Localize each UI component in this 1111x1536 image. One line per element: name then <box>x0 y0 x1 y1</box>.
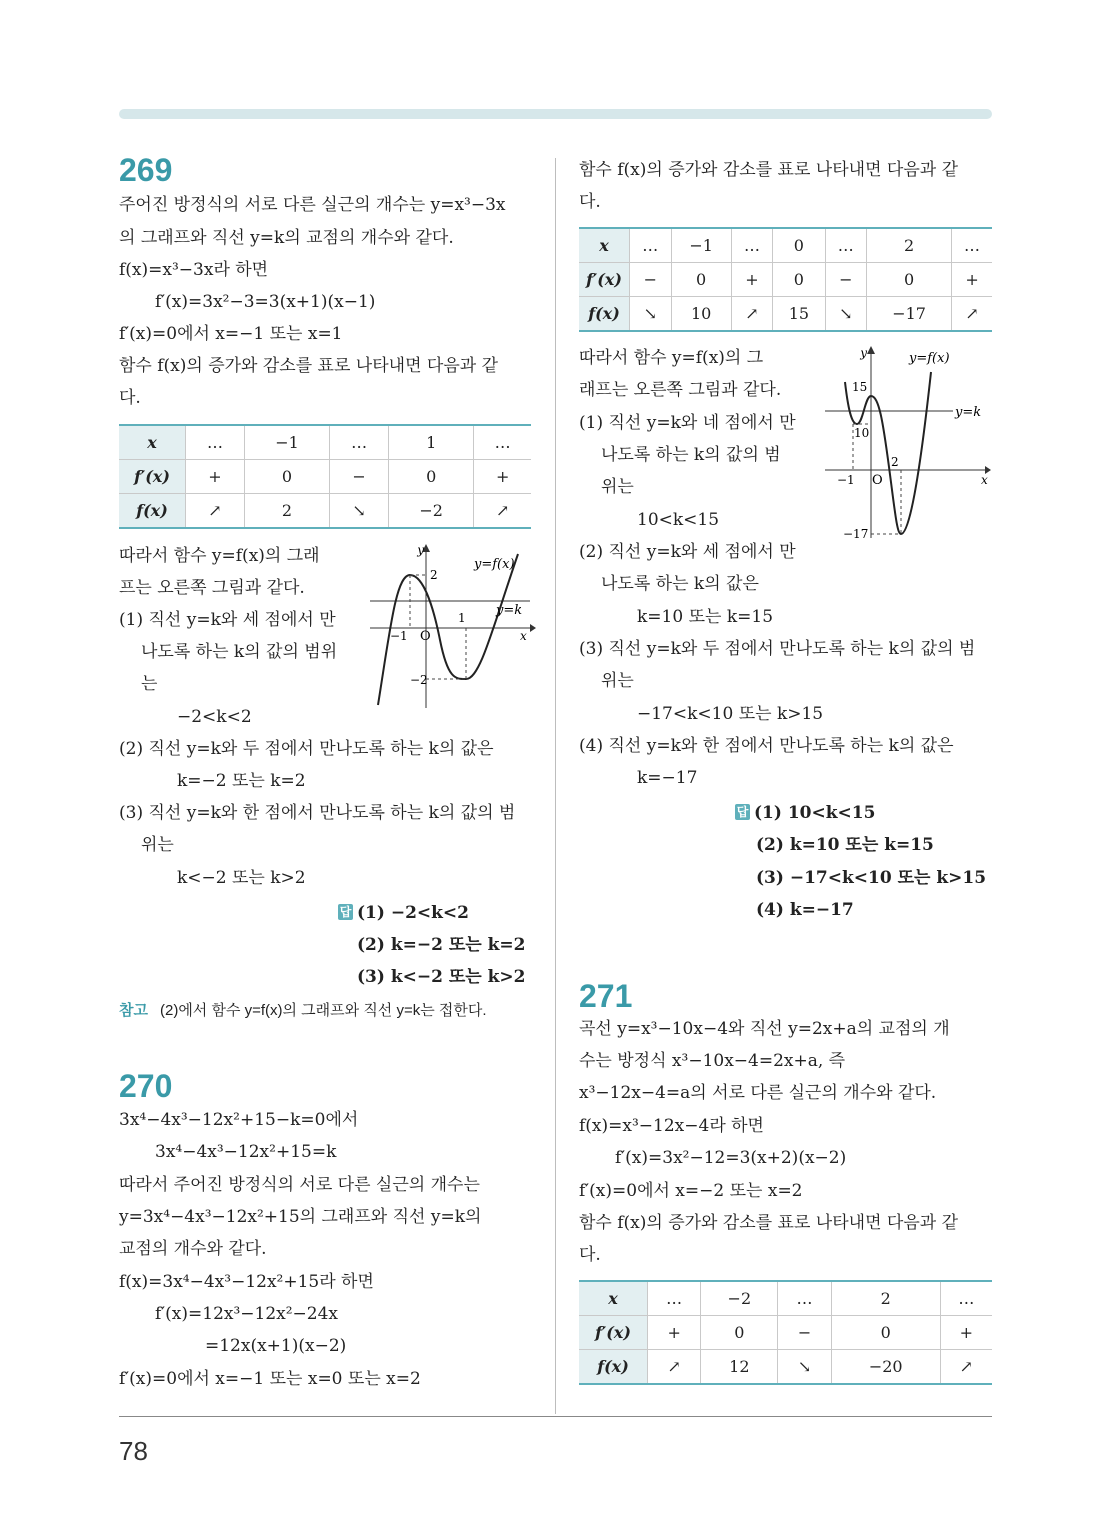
table-cell: x <box>579 228 630 263</box>
origin-label: O <box>420 629 431 644</box>
table-cell: − <box>778 1316 831 1350</box>
table-cell: + <box>940 1316 992 1350</box>
table-cell: 2 <box>867 228 952 263</box>
y-axis-label: y <box>417 543 424 557</box>
p270-variation-table <box>579 227 992 332</box>
text-line: 나도록 하는 k의 값의 범위 <box>141 642 338 662</box>
answer-text: (2) k=10 또는 k=15 <box>756 835 934 855</box>
text-line: f(x)=3x⁴−4x³−12x²+15라 하면 <box>119 1272 374 1292</box>
text-line: k=−17 <box>637 768 698 788</box>
problem-number-271: 271 <box>579 978 633 1014</box>
table-cell: … <box>648 1281 701 1316</box>
p271-variation-table <box>579 1280 992 1385</box>
problem-number-270: 270 <box>119 1068 173 1104</box>
table-cell: f′(x) <box>579 263 630 297</box>
text-line: f(x)=x³−3x라 하면 <box>119 260 269 280</box>
text-line: 따라서 주어진 방정식의 서로 다른 실근의 개수는 <box>119 1175 480 1195</box>
text-line: f(x)=x³−12x−4라 하면 <box>579 1116 764 1136</box>
y-axis-label: y <box>860 346 867 360</box>
text-line: (4) 직선 y=k와 한 점에서 만나도록 하는 k의 값은 <box>579 736 954 756</box>
text-line: (3) 직선 y=k와 한 점에서 만나도록 하는 k의 값의 범 <box>119 803 516 823</box>
tick-label: −1 <box>390 629 408 643</box>
text-line: 주어진 방정식의 서로 다른 실근의 개수는 y=x³−3x <box>119 195 506 215</box>
table-row <box>579 297 992 332</box>
table-row <box>579 263 992 297</box>
origin-label: O <box>872 473 883 488</box>
table-cell: 0 <box>867 263 952 297</box>
table-cell: −1 <box>671 228 731 263</box>
problem-number-269: 269 <box>119 152 173 188</box>
table-cell: 2 <box>831 1281 940 1316</box>
line-label: y=k <box>496 603 523 618</box>
top-accent-bar <box>119 109 992 119</box>
table-cell: x <box>119 425 186 460</box>
text-line: f′(x)=0에서 x=−1 또는 x=1 <box>119 324 343 344</box>
table-cell: 15 <box>773 297 825 332</box>
text-line: k=−2 또는 k=2 <box>177 771 306 791</box>
p269-variation-table <box>119 424 531 529</box>
text-line: 함수 f(x)의 증가와 감소를 표로 나타내면 다음과 같 <box>119 356 498 376</box>
text-line: 위는 <box>141 835 174 855</box>
x-axis-label: x <box>981 473 988 487</box>
table-cell: −2 <box>389 494 474 529</box>
footer-rule <box>119 1416 992 1417</box>
text-line: 나도록 하는 k의 값의 범 <box>601 445 781 465</box>
page-number: 78 <box>119 1436 148 1466</box>
table-cell: 12 <box>701 1350 778 1385</box>
table-cell: ↗ <box>186 494 245 529</box>
table-cell: … <box>330 425 389 460</box>
answer-line <box>338 902 469 924</box>
answer-text: (3) −17<k<10 또는 k>15 <box>756 868 987 888</box>
table-cell: 0 <box>831 1316 940 1350</box>
line-label: y=k <box>955 405 982 420</box>
tick-label: 10 <box>854 426 870 440</box>
text-line: =12x(x+1)(x−2) <box>205 1336 347 1356</box>
text-line: 10<k<15 <box>637 510 720 530</box>
table-cell: + <box>731 263 773 297</box>
text-line: −2<k<2 <box>177 707 252 727</box>
note-text: (2)에서 함수 y=f(x)의 그래프와 직선 y=k는 접한다. <box>159 1002 487 1019</box>
note-tag: 참고 <box>119 1002 148 1019</box>
text-line: 프는 오른쪽 그림과 같다. <box>119 578 305 598</box>
answer-badge: 답 <box>736 805 749 819</box>
table-cell: ↗ <box>952 297 992 332</box>
text-line: k<−2 또는 k>2 <box>177 868 306 888</box>
table-cell: f′(x) <box>579 1316 648 1350</box>
table-row <box>579 1316 992 1350</box>
text-line: f′(x)=3x²−12=3(x+2)(x−2) <box>615 1148 847 1168</box>
table-cell: 10 <box>671 297 731 332</box>
column-divider <box>555 158 556 1414</box>
text-line: f′(x)=12x³−12x²−24x <box>155 1304 339 1324</box>
table-cell: f(x) <box>579 297 630 332</box>
tick-label: 2 <box>430 568 438 582</box>
curve-f <box>845 372 931 534</box>
text-line: (2) 직선 y=k와 세 점에서 만 <box>579 542 796 562</box>
tick-label: −2 <box>410 673 428 687</box>
text-line: f′(x)=3x²−3=3(x+1)(x−1) <box>155 292 376 312</box>
table-cell: 1 <box>389 425 474 460</box>
text-line: (3) 직선 y=k와 두 점에서 만나도록 하는 k의 값의 범 <box>579 639 976 659</box>
text-line: 다. <box>579 1245 601 1265</box>
table-cell: − <box>825 263 867 297</box>
table-row <box>579 1350 992 1385</box>
table-cell: f(x) <box>579 1350 648 1385</box>
table-cell: −17 <box>867 297 952 332</box>
p269-graph <box>368 540 536 710</box>
p270-graph <box>823 342 993 542</box>
table-row <box>119 494 531 529</box>
text-line: f′(x)=0에서 x=−1 또는 x=0 또는 x=2 <box>119 1369 421 1389</box>
text-line: 교점의 개수와 같다. <box>119 1239 267 1259</box>
table-cell: f(x) <box>119 494 186 529</box>
curve-label: y=f(x) <box>909 351 950 366</box>
text-line: 위는 <box>601 671 634 691</box>
table-cell: … <box>778 1281 831 1316</box>
p269-note <box>119 999 487 1020</box>
text-line: (2) 직선 y=k와 두 점에서 만나도록 하는 k의 값은 <box>119 739 494 759</box>
table-cell: 0 <box>671 263 731 297</box>
text-line: 는 <box>141 674 158 694</box>
text-line: (1) 직선 y=k와 세 점에서 만 <box>119 610 336 630</box>
table-cell: x <box>579 1281 648 1316</box>
tick-label: −17 <box>843 527 869 541</box>
table-cell: … <box>940 1281 992 1316</box>
table-cell: ↘ <box>630 297 672 332</box>
table-cell: −20 <box>831 1350 940 1385</box>
text-line: −17<k<10 또는 k>15 <box>637 704 824 724</box>
text-line: 수는 방정식 x³−10x−4=2x+a, 즉 <box>579 1051 846 1071</box>
text-line: 위는 <box>601 477 634 497</box>
table-row <box>119 425 531 460</box>
text-line: 3x⁴−4x³−12x²+15=k <box>155 1142 337 1162</box>
table-cell: 0 <box>773 228 825 263</box>
table-row <box>579 228 992 263</box>
text-line: x³−12x−4=a의 서로 다른 실근의 개수와 같다. <box>579 1083 937 1103</box>
text-line: 래프는 오른쪽 그림과 같다. <box>579 380 782 400</box>
text-line: f′(x)=0에서 x=−2 또는 x=2 <box>579 1181 803 1201</box>
table-cell: 0 <box>244 460 329 494</box>
text-line: 따라서 함수 y=f(x)의 그 <box>579 348 764 368</box>
table-row <box>579 1281 992 1316</box>
tick-label: 1 <box>458 611 466 625</box>
table-cell: ↗ <box>731 297 773 332</box>
table-cell: − <box>630 263 672 297</box>
text-line: (1) 직선 y=k와 네 점에서 만 <box>579 413 796 433</box>
table-cell: 0 <box>389 460 474 494</box>
table-cell: 0 <box>773 263 825 297</box>
answer-text: (3) k<−2 또는 k>2 <box>357 967 526 987</box>
table-cell: f′(x) <box>119 460 186 494</box>
answer-text: (1) 10<k<15 <box>754 803 876 823</box>
answer-text: (4) k=−17 <box>756 900 854 920</box>
text-line: k=10 또는 k=15 <box>637 607 774 627</box>
answer-line <box>735 802 875 824</box>
text-line: y=3x⁴−4x³−12x²+15의 그래프와 직선 y=k의 <box>119 1207 482 1227</box>
table-cell: −1 <box>244 425 329 460</box>
text-line: 나도록 하는 k의 값은 <box>601 574 759 594</box>
tick-label: 2 <box>891 455 899 469</box>
table-row <box>119 460 531 494</box>
table-cell: … <box>952 228 992 263</box>
text-line: 의 그래프와 직선 y=k의 교점의 개수와 같다. <box>119 228 454 248</box>
tick-label: 15 <box>852 380 868 394</box>
text-line: 함수 f(x)의 증가와 감소를 표로 나타내면 다음과 같 <box>579 1213 958 1233</box>
table-cell: … <box>474 425 531 460</box>
table-cell: + <box>474 460 531 494</box>
table-cell: … <box>825 228 867 263</box>
table-cell: ↘ <box>330 494 389 529</box>
table-cell: − <box>330 460 389 494</box>
text-line: 3x⁴−4x³−12x²+15−k=0에서 <box>119 1110 359 1130</box>
table-cell: ↘ <box>825 297 867 332</box>
x-axis-label: x <box>520 629 527 643</box>
text-line: 곡선 y=x³−10x−4와 직선 y=2x+a의 교점의 개 <box>579 1019 950 1039</box>
table-cell: −2 <box>701 1281 778 1316</box>
table-cell: … <box>731 228 773 263</box>
answer-text: (2) k=−2 또는 k=2 <box>357 935 526 955</box>
table-cell: … <box>186 425 245 460</box>
table-cell: ↗ <box>648 1350 701 1385</box>
curve-label: y=f(x) <box>474 557 515 572</box>
tick-label: −1 <box>837 473 855 487</box>
text-line: 다. <box>579 192 601 212</box>
table-cell: + <box>186 460 245 494</box>
table-cell: + <box>952 263 992 297</box>
table-cell: ↗ <box>940 1350 992 1385</box>
text-line: 따라서 함수 y=f(x)의 그래 <box>119 546 320 566</box>
text-line: 함수 f(x)의 증가와 감소를 표로 나타내면 다음과 같 <box>579 160 958 180</box>
table-cell: … <box>630 228 672 263</box>
table-cell: ↘ <box>778 1350 831 1385</box>
table-cell: 0 <box>701 1316 778 1350</box>
answer-badge: 답 <box>339 905 352 919</box>
table-cell: 2 <box>244 494 329 529</box>
table-cell: ↗ <box>474 494 531 529</box>
text-line: 다. <box>119 388 141 408</box>
y-axis-arrow <box>867 346 875 354</box>
table-cell: + <box>648 1316 701 1350</box>
x-axis-arrow <box>530 624 536 632</box>
answer-text: (1) −2<k<2 <box>357 903 470 923</box>
